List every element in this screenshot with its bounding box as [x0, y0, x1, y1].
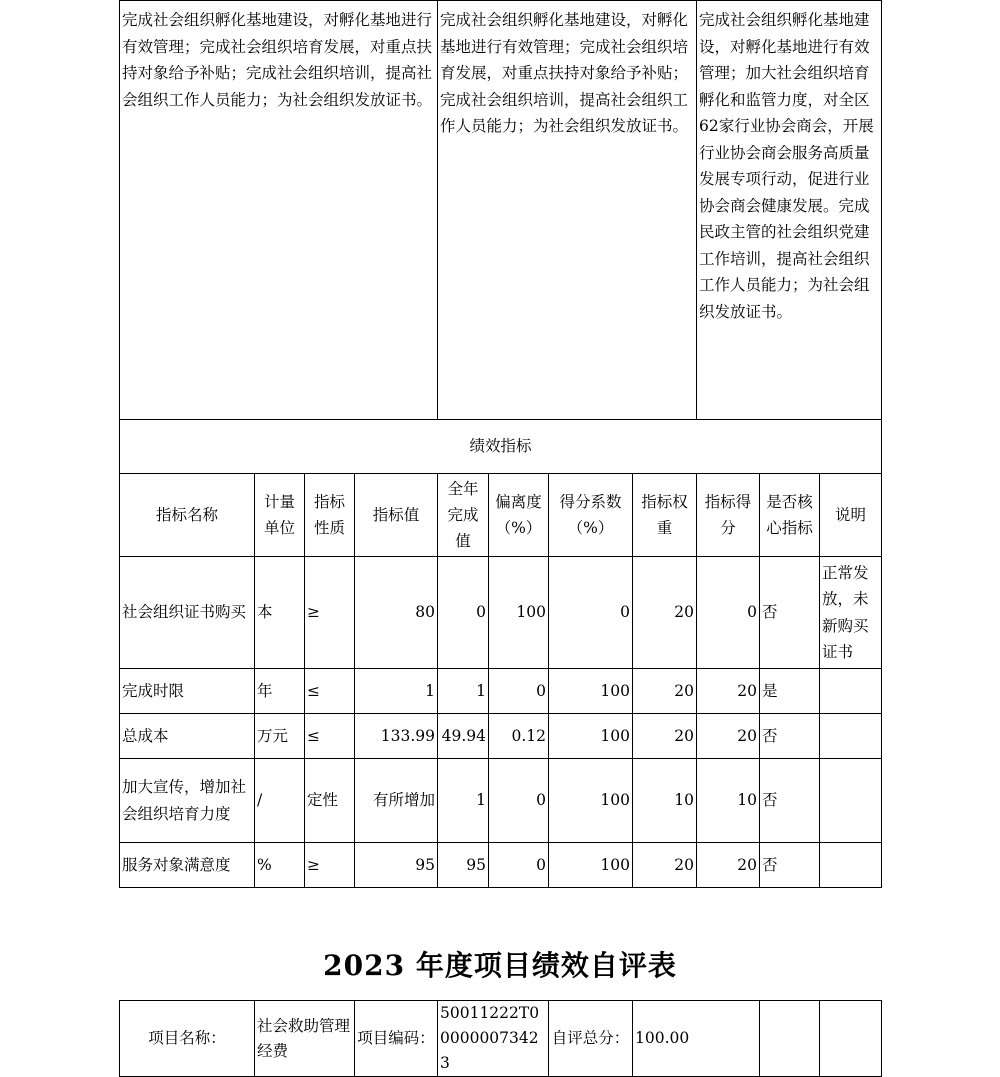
row-score: 20: [697, 714, 760, 759]
row-name: 社会组织证书购买: [120, 557, 255, 669]
project-code-label: 项目编码：: [355, 1001, 438, 1077]
row-core: 否: [760, 557, 820, 669]
row-deviation: 0: [489, 843, 549, 888]
performance-table: [119, 0, 882, 888]
project-name-value: 社会救助管理经费: [255, 1001, 355, 1077]
header-weight: 指标权重: [633, 474, 697, 557]
row-weight: 20: [633, 843, 697, 888]
row-deviation: 0.12: [489, 714, 549, 759]
content-cell-annual-target: 完成社会组织孵化基地建设，对孵化基地进行有效管理；完成社会组织培育发展，对重点扶持对象给予补贴；完成社会组织培训，提高社会组织工作人员能力；为社会组织发放证书。: [120, 1, 438, 420]
row-weight: 10: [633, 759, 697, 843]
row-unit: %: [255, 843, 305, 888]
content-cell-plan: 完成社会组织孵化基地建设，对孵化基地进行有效管理；完成社会组织培育发展，对重点扶持对象给予补贴；完成社会组织培训，提高社会组织工作人员能力；为社会组织发放证书。: [438, 1, 697, 420]
header-name: 指标名称: [120, 474, 255, 557]
row-core: 是: [760, 669, 820, 714]
row-note: 正常发放，未新购买证书: [820, 557, 882, 669]
row-coef: 0: [549, 557, 633, 669]
row-note: [820, 759, 882, 843]
project-name-label: 项目名称：: [120, 1001, 255, 1077]
header-score: 指标得分: [697, 474, 760, 557]
row-actual: 1: [438, 759, 489, 843]
row-name: 完成时限: [120, 669, 255, 714]
row-unit: 万元: [255, 714, 305, 759]
section-heading: 绩效指标: [120, 420, 882, 474]
row-target: 80: [355, 557, 438, 669]
row-target: 有所增加: [355, 759, 438, 843]
row-name: 加大宣传，增加社会组织培育力度: [120, 759, 255, 843]
self-score-value: 100.00: [633, 1001, 760, 1077]
row-nature: ≥: [305, 557, 355, 669]
row-weight: 20: [633, 557, 697, 669]
row-unit: 本: [255, 557, 305, 669]
row-name: 服务对象满意度: [120, 843, 255, 888]
row-nature: ≥: [305, 843, 355, 888]
row-coef: 100: [549, 759, 633, 843]
table-row: [120, 759, 882, 843]
table-row: [120, 669, 882, 714]
row-nature: ≤: [305, 714, 355, 759]
row-core: 否: [760, 843, 820, 888]
header-unit: 计量单位: [255, 474, 305, 557]
header-target: 指标值: [355, 474, 438, 557]
row-weight: 20: [633, 669, 697, 714]
header-deviation: 偏离度（%）: [489, 474, 549, 557]
row-coef: 100: [549, 843, 633, 888]
project-code-value: 50011222T000000073423: [438, 1001, 549, 1077]
row-actual: 0: [438, 557, 489, 669]
header-nature: 指标性质: [305, 474, 355, 557]
row-deviation: 0: [489, 669, 549, 714]
row-note: [820, 714, 882, 759]
header-note: 说明: [820, 474, 882, 557]
row-deviation: 0: [489, 759, 549, 843]
empty-cell: [820, 1001, 882, 1077]
row-coef: 100: [549, 714, 633, 759]
project-info-row: [120, 1001, 882, 1077]
table-row: [120, 557, 882, 669]
project-info-table: [119, 1000, 882, 1077]
row-weight: 20: [633, 714, 697, 759]
row-unit: /: [255, 759, 305, 843]
empty-cell: [760, 1001, 820, 1077]
row-score: 10: [697, 759, 760, 843]
header-actual: 全年完成值: [438, 474, 489, 557]
row-deviation: 100: [489, 557, 549, 669]
row-name: 总成本: [120, 714, 255, 759]
self-score-label: 自评总分：: [549, 1001, 633, 1077]
row-score: 20: [697, 669, 760, 714]
header-coef: 得分系数（%）: [549, 474, 633, 557]
row-score: 0: [697, 557, 760, 669]
row-note: [820, 843, 882, 888]
row-nature: ≤: [305, 669, 355, 714]
row-nature: 定性: [305, 759, 355, 843]
table-header-row: [120, 474, 882, 557]
content-cell-actual: 完成社会组织孵化基地建设，对孵化基地进行有效管理；加大社会组织培育孵化和监管力度，对全区62家行业协会商会，开展行业协会商会服务高质量发展专项行动，促进行业协会商会健康发展。完成民政主管的社会组织党建工作培训，提高社会组织工作人员能力；为社会组织发放证书。: [697, 1, 882, 420]
row-core: 否: [760, 714, 820, 759]
row-actual: 1: [438, 669, 489, 714]
row-actual: 95: [438, 843, 489, 888]
row-coef: 100: [549, 669, 633, 714]
row-target: 133.99: [355, 714, 438, 759]
document-title: 2023 年度项目绩效自评表: [323, 949, 677, 982]
row-actual: 49.94: [438, 714, 489, 759]
table-row: [120, 843, 882, 888]
header-core: 是否核心指标: [760, 474, 820, 557]
row-target: 1: [355, 669, 438, 714]
row-score: 20: [697, 843, 760, 888]
row-core: 否: [760, 759, 820, 843]
row-unit: 年: [255, 669, 305, 714]
row-note: [820, 669, 882, 714]
table-row: [120, 714, 882, 759]
row-target: 95: [355, 843, 438, 888]
